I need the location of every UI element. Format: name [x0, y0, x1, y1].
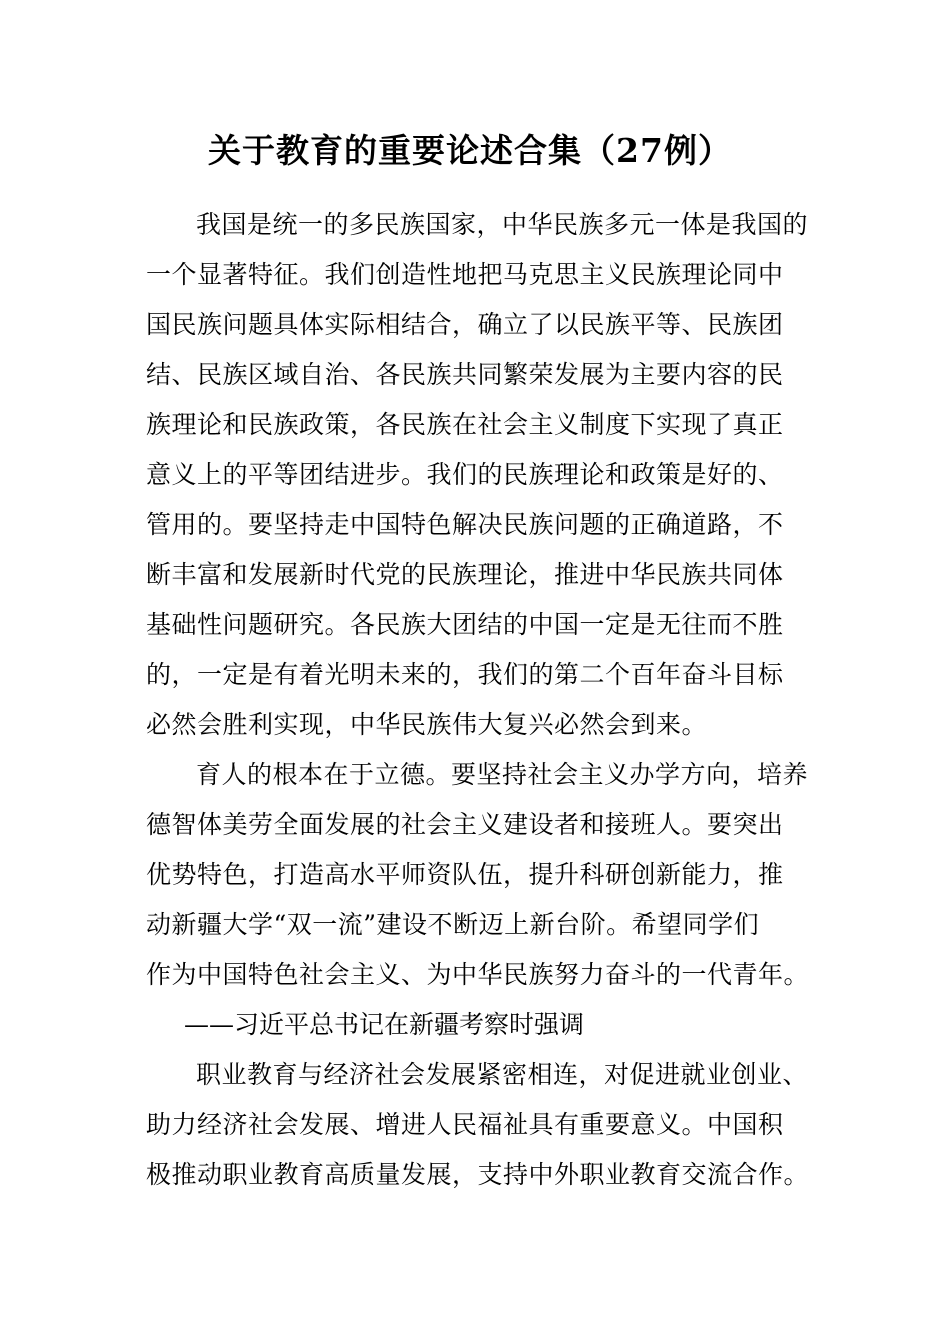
text-line: 断丰富和发展新时代党的民族理论，推进中华民族共同体	[146, 560, 784, 589]
text-line: 一个显著特征。我们创造性地把马克思主义民族理论同中	[146, 260, 784, 289]
text-line: 管用的。要坚持走中国特色解决民族问题的正确道路，不	[146, 510, 784, 539]
text-line: 族理论和民族政策，各民族在社会主义制度下实现了真正	[146, 410, 784, 439]
text-line: 结、民族区域自治、各民族共同繁荣发展为主要内容的民	[146, 360, 784, 389]
attribution: ——习近平总书记在新疆考察时强调	[184, 1010, 585, 1039]
text-line: 助力经济社会发展、增进人民福祉具有重要意义。中国积	[146, 1110, 784, 1139]
text-line: 国民族问题具体实际相结合，确立了以民族平等、民族团	[146, 310, 784, 339]
text-line: 我国是统一的多民族国家，中华民族多元一体是我国的	[196, 210, 809, 239]
text-line: 优势特色，打造高水平师资队伍，提升科研创新能力，推	[146, 860, 784, 889]
text-line: 的，一定是有着光明未来的，我们的第二个百年奋斗目标	[146, 660, 784, 689]
paragraph-vocational-education	[146, 1050, 810, 1200]
text-line: 德智体美劳全面发展的社会主义建设者和接班人。要突出	[146, 810, 784, 839]
text-line: 作为中国特色社会主义、为中华民族努力奋斗的一代青年。	[146, 960, 810, 989]
text-line: 必然会胜利实现，中华民族伟大复兴必然会到来。	[146, 710, 708, 739]
text-line: 职业教育与经济社会发展紧密相连，对促进就业创业、	[196, 1060, 809, 1089]
text-line: 意义上的平等团结进步。我们的民族理论和政策是好的、	[146, 460, 784, 489]
paragraph-ethnic-unity	[146, 200, 809, 750]
text-line: 极推动职业教育高质量发展，支持中外职业教育交流合作。	[146, 1160, 810, 1189]
text-line: 育人的根本在于立德。要坚持社会主义办学方向，培养	[196, 760, 809, 789]
document-body	[146, 200, 810, 1200]
paragraph-moral-education	[146, 750, 810, 1000]
text-line: 动新疆大学“双一流”建设不断迈上新台阶。希望同学们	[146, 910, 760, 939]
document-title: 关于教育的重要论述合集（27例）	[208, 131, 732, 170]
text-line: 基础性问题研究。各民族大团结的中国一定是无往而不胜	[146, 610, 784, 639]
